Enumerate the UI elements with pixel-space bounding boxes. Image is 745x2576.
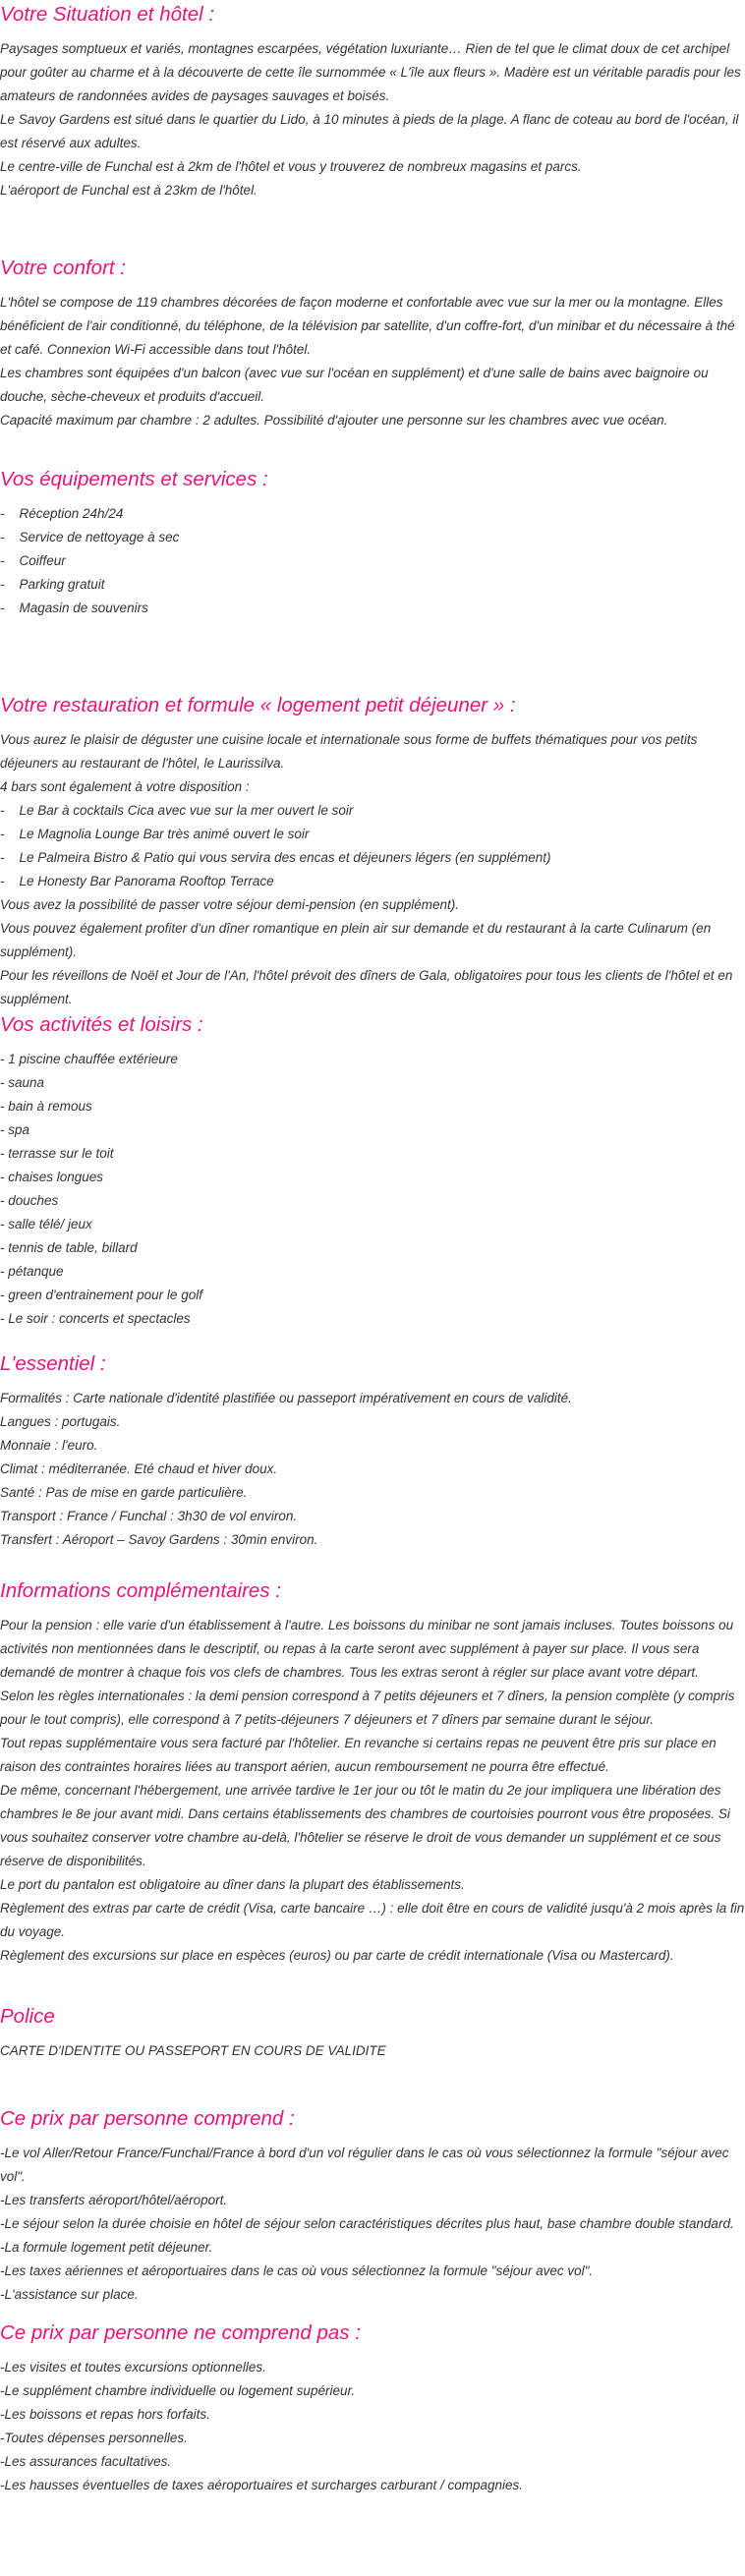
list-item: - Le Bar à cocktails Cica avec vue sur la mer ouvert le soir [0,803,354,818]
paragraph: Pour les réveillons de Noël et Jour de l'An, l'hôtel prévoit des dîners de Gala, obligatoires pour tous les clients de l'hôtel et en supplément. [0,968,733,1006]
section-informations [0,1578,745,2004]
section-title: Ce prix par personne comprend : [0,2107,295,2130]
paragraph: Vous aurez le plaisir de déguster une cuisine locale et internationale sous forme de buffets thématiques pour vos petits déjeuners au restaurant de l'hôtel, le Laurissilva. [0,732,698,771]
section-prix-ne-comprend [0,2320,745,2497]
included-item: -Le vol Aller/Retour France/Funchal/France à bord d'un vol régulier dans le cas où vous sélectionnez la formule "séjour avec vol". [0,2146,729,2184]
list-item: - bain à remous [0,1099,92,1114]
excluded-item: -Les boissons et repas hors forfaits. [0,2407,210,2422]
list-item: - sauna [0,1075,45,1090]
included-item: -Les transferts aéroport/hôtel/aéroport. [0,2193,228,2207]
section-situation [0,0,745,256]
info-line: Formalités : Carte nationale d'identité plastifiée ou passeport impérativement en cours de validité. [0,1391,572,1405]
section-activites [0,1012,745,1351]
section-restauration [0,693,745,1012]
activity-list [0,1048,745,1331]
section-title: Votre confort : [0,257,126,279]
section-equipements [0,467,745,693]
list-item: - spa [0,1122,30,1137]
paragraph: L'hôtel se compose de 119 chambres décorées de façon moderne et confortable avec vue sur la mer ou la montagne. Elles bénéficient de l'air conditionné, du téléphone, de la télévision par satellite, d'un coffre-fort, d'un minibar et du nécessaire à thé et café. Connexion Wi-Fi accessible dans tout l'hôtel. [0,295,735,357]
paragraph: Vous avez la possibilité de passer votre séjour demi-pension (en supplément). [0,897,459,912]
section-title: Votre Situation et hôtel : [0,3,215,26]
section-title: Vos activités et loisirs : [0,1013,203,1036]
included-item: -La formule logement petit déjeuner. [0,2240,213,2255]
list-item: - Le Honesty Bar Panorama Rooftop Terrace [0,874,274,888]
included-item: -Le séjour selon la durée choisie en hôtel de séjour selon caractéristiques décrites plus haut, base chambre double standard. [0,2216,734,2231]
paragraph: Vous pouvez également profiter d'un dîner romantique en plein air sur demande et du restaurant à la carte Culinarum (en supplément). [0,921,712,959]
list-item: - terrasse sur le toit [0,1146,114,1161]
excluded-item: -Le supplément chambre individuelle ou logement supérieur. [0,2383,356,2398]
list-item: - Parking gratuit [0,577,105,592]
info-line: Climat : méditerranée. Eté chaud et hiver doux. [0,1461,278,1476]
info-line: Langues : portugais. [0,1414,121,1429]
paragraph: De même, concernant l'hébergement, une arrivée tardive le 1er jour ou tôt le matin du 2e jour impliquera une libération des chambres le 8e jour avant midi. Dans certains établissements des chambres de courtoisies pourront vous être proposées. Si vous souhaitez conserver votre chambre au-delà, l'hôtelier se réserve le droit de vous demander un supplément et ce sous réserve de disponibilités. [0,1783,730,1868]
list-item: - Coiffeur [0,553,66,568]
paragraph: 4 bars sont également à votre disposition : [0,779,250,794]
list-item: - Réception 24h/24 [0,506,124,521]
section-title: Vos équipements et services : [0,468,268,490]
section-title: Informations complémentaires : [0,1579,281,1602]
paragraph: Le Savoy Gardens est situé dans le quartier du Lido, à 10 minutes à pieds de la plage. A flanc de coteau au bord de l'océan, il est réservé aux adultes. [0,112,739,150]
section-confort [0,256,745,467]
list-item: - Le Magnolia Lounge Bar très animé ouvert le soir [0,827,310,841]
paragraph: Pour la pension : elle varie d'un établissement à l'autre. Les boissons du minibar ne sont jamais incluses. Toutes boissons ou activités non mentionnées dans le descriptif, ou repas à la carte seront avec supplément à payer sur place. Il vous sera demandé de montrer à chaque fois vos clefs de chambres. Tous les extras seront à régler sur place avant votre départ. [0,1618,734,1680]
excluded-item: -Les assurances facultatives. [0,2454,172,2469]
paragraph: Règlement des extras par carte de crédit (Visa, carte bancaire …) : elle doit être en cours de validité jusqu'à 2 mois après la fin du voyage. [0,1901,745,1939]
list-item: - Magasin de souvenirs [0,601,148,615]
list-item: - Le Palmeira Bistro & Patio qui vous servira des encas et déjeuners légers (en supplément) [0,850,551,865]
paragraph: Paysages somptueux et variés, montagnes escarpées, végétation luxuriante… Rien de tel que le climat doux de cet archipel pour goûter au charme et à la découverte de cette île surnommée « L'île aux fleurs ». Madère est un véritable paradis pour les amateurs de randonnées avides de paysages sauvages et boisés. [0,41,741,103]
paragraph: Tout repas supplémentaire vous sera facturé par l'hôtelier. En revanche si certains repas ne peuvent être pris sur place en raison des contraintes horaires liées au transport aérien, aucun remboursement ne pourra être effectué. [0,1736,716,1774]
bar-list [0,799,745,893]
section-title: Votre restauration et formule « logement petit déjeuner » : [0,694,516,716]
section-title: Police [0,2005,55,2028]
list-item: - chaises longues [0,1170,104,1184]
included-item: -L'assistance sur place. [0,2287,139,2302]
paragraph: Le centre-ville de Funchal est à 2km de l'hôtel et vous y trouverez de nombreux magasins et parcs. [0,159,582,174]
info-line: Monnaie : l'euro. [0,1438,98,1453]
list-item: - Service de nettoyage à sec [0,530,180,544]
section-title: L'essentiel : [0,1352,106,1375]
list-item: - pétanque [0,1264,64,1279]
list-item: - 1 piscine chauffée extérieure [0,1052,178,1066]
paragraph: Les chambres sont équipées d'un balcon (avec vue sur l'océan en supplément) et d'une salle de bains avec baignoire ou douche, sèche-cheveux et produits d'accueil. [0,366,709,404]
paragraph: Le port du pantalon est obligatoire au dîner dans la plupart des établissements. [0,1877,465,1892]
info-line: Transport : France / Funchal : 3h30 de vol environ. [0,1509,298,1523]
police-requirement: CARTE D'IDENTITE OU PASSEPORT EN COURS DE VALIDITE [0,2043,386,2058]
list-item: - tennis de table, billard [0,1240,138,1255]
section-essentiel [0,1351,745,1578]
excluded-item: -Les visites et toutes excursions optionnelles. [0,2360,266,2375]
equipment-list [0,502,745,620]
list-item: - douches [0,1193,59,1208]
section-police [0,2004,745,2106]
info-line: Transfert : Aéroport – Savoy Gardens : 30min environ. [0,1532,318,1547]
excluded-item: -Les hausses éventuelles de taxes aéroportuaires et surcharges carburant / compagnies. [0,2478,524,2492]
paragraph: Capacité maximum par chambre : 2 adultes. Possibilité d'ajouter une personne sur les chambres avec vue océan. [0,413,668,428]
list-item: - green d'entrainement pour le golf [0,1288,202,1302]
included-item: -Les taxes aériennes et aéroportuaires dans le cas où vous sélectionnez la formule "séjour avec vol". [0,2263,594,2278]
excluded-item: -Toutes dépenses personnelles. [0,2431,188,2445]
list-item: - Le soir : concerts et spectacles [0,1311,191,1326]
list-item: - salle télé/ jeux [0,1217,92,1231]
paragraph: Règlement des excursions sur place en espèces (euros) ou par carte de crédit internationale (Visa ou Mastercard). [0,1948,674,1963]
section-title: Ce prix par personne ne comprend pas : [0,2321,361,2344]
paragraph: L'aéroport de Funchal est à 23km de l'hôtel. [0,183,258,198]
info-line: Santé : Pas de mise en garde particulière. [0,1485,248,1500]
section-prix-comprend [0,2106,745,2320]
paragraph: Selon les règles internationales : la demi pension correspond à 7 petits déjeuners et 7 dîners, la pension complète (y compris pour le tout compris), elle correspond à 7 petits-déjeuners 7 déjeuners et 7 dîners par semaine durant le séjour. [0,1689,735,1727]
